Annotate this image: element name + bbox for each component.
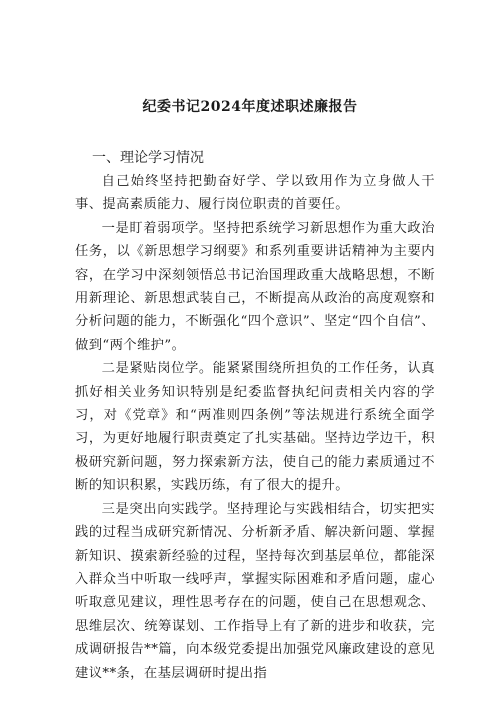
paragraph-job-focus: 二是紧贴岗位学。能紧紧围绕所担负的工作任务，认真抓好相关业务知识特别是纪委监督执纪问责相关内容的学习，对《党章》和“两准则四条例”等法规进行系统全面学习，为更好地履行职责奠定了扎实基础。坚持边学边干，积极研究新问题，努力探索新方法，使自己的能力素质通过不断的知识积累，实践历练，有了很大的提升。 <box>75 361 435 494</box>
paragraph-practice: 三是突出向实践学。坚持理论与实践相结合，切实把实践的过程当成研究新情况、分析新矛盾、解决新问题、掌握新知识、摸索新经验的过程，坚持每次到基层单位，都能深入群众当中听取一线呼声，掌握实际困难和矛盾问题，虚心听取意见建议，理性思考存在的问题，使自己在思想观念、思维层次、统筹谋划、工作指导上有了新的进步和收获，完成调研报告**篇，向本级党委提出加强党风廉政建设的意见建议**条，在基层调研时提出指 <box>75 501 435 681</box>
document-title: 纪委书记2024年度述职述廉报告 <box>142 99 358 115</box>
document-body <box>75 170 435 685</box>
paragraph-weak-points: 一是盯着弱项学。坚持把系统学习新思想作为重大政治任务，以《新思想学习纲要》和系列重要讲话精神为主要内容，在学习中深刻领悟总书记治国理政重大战略思想，不断用新理论、新思想武装自己，不断提高从政治的高度观察和分析问题的能力，不断强化“四个意识”、坚定“四个自信”、做到“两个维护”。 <box>75 220 435 353</box>
section-heading: 一、理论学习情况 <box>92 150 204 166</box>
paragraph-intro: 自己始终坚持把勤奋好学、学以致用作为立身做人干事、提高素质能力、履行岗位职责的首要任。 <box>75 174 435 213</box>
